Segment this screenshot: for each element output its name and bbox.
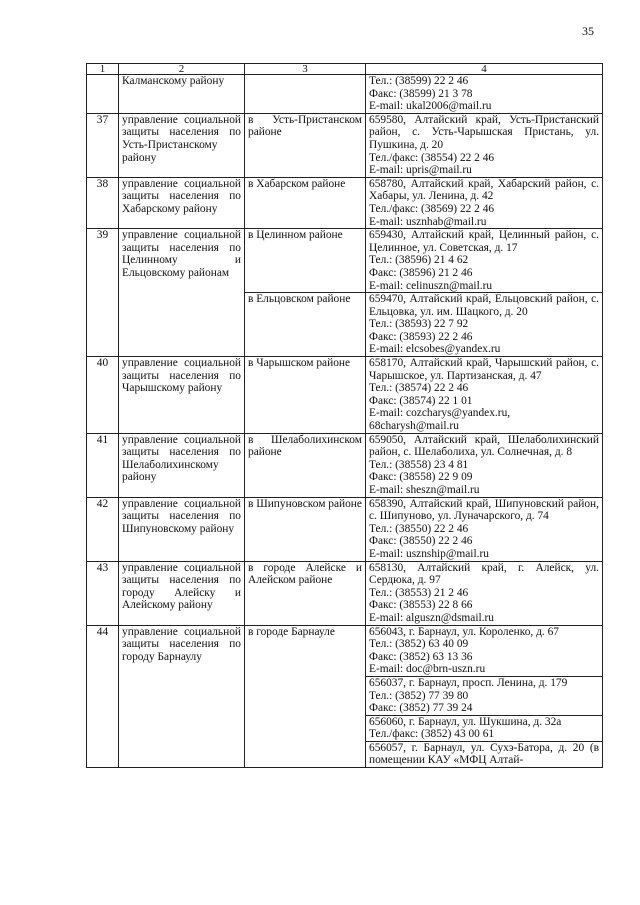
table-row [87, 75, 603, 114]
service-area-cell [245, 75, 366, 114]
address-text: 658170, Алтайский край, Чарышский район, с. Чарышское, ул. Партизанская, д. 47 [369, 357, 599, 382]
row-number-cell: 41 [87, 433, 119, 497]
contact-cell [366, 497, 603, 561]
address-text: 658390, Алтайский край, Шипуновский район, с. Шипуново, ул. Луначарского, д. 74 [369, 497, 599, 523]
contact-cell [366, 113, 603, 177]
institution-name-cell: управление социальной защиты населения по городу Барнаулу [119, 625, 245, 768]
contact-line: Тел.: (38593) 22 7 92 [369, 318, 469, 331]
contact-line: Тел./факс: (3852) 43 00 61 [369, 728, 495, 741]
contact-line: E-mail: usznship@mail.ru [369, 547, 489, 560]
contact-cell [366, 433, 603, 497]
row-number-cell [87, 75, 119, 114]
table-row [87, 497, 603, 561]
contact-line: Факс: (38550) 22 2 46 [369, 535, 473, 548]
service-area-cell: в Чарышском районе [245, 357, 366, 434]
contact-line: E-mail: ukal2006@mail.ru [369, 100, 492, 113]
service-area-cell: в Усть-Пристанском районе [245, 113, 366, 177]
institution-name-cell: управление социальной защиты населения по Шипуновскому району [119, 497, 245, 561]
contact-line: E-mail: cozcharys@yandex.ru, [369, 407, 511, 420]
contact-cell [366, 229, 603, 293]
contact-cell [366, 741, 603, 767]
column-number: 2 [119, 64, 245, 75]
address-text: 656043, г. Барнаул, ул. Короленко, д. 67 [369, 625, 559, 638]
address-text: 656057, г. Барнаул, ул. Сухэ-Батора, д. 20 (в помещении КАУ «МФЦ Алтай- [369, 741, 599, 767]
contact-line: Факс: (38574) 22 1 01 [369, 394, 473, 407]
institution-name-cell: управление социальной защиты населения по Чарышскому району [119, 357, 245, 434]
contact-line: E-mail: upris@mail.ru [369, 164, 472, 177]
address-text: 658130, Алтайский край, г. Алейск, ул. Сердюка, д. 97 [369, 561, 599, 587]
row-number-cell: 40 [87, 357, 119, 434]
registry-table [86, 63, 603, 768]
contact-line: Факс: (38558) 22 9 09 [369, 471, 473, 484]
column-number-row [87, 64, 603, 75]
institution-name-cell: управление социальной защиты населения по Целинному и Ельцовскому районам [119, 229, 245, 357]
table-row [87, 357, 603, 434]
table-row [87, 561, 603, 625]
institution-name-cell: управление социальной защиты населения по Шелаболихинскому району [119, 433, 245, 497]
service-area-cell: в городе Алейске и Алейском районе [245, 561, 366, 625]
contact-line: Факс: (38593) 22 2 46 [369, 330, 473, 343]
contact-line: Тел.: (38596) 21 4 62 [369, 254, 469, 267]
contact-line: Факс: (3852) 77 39 24 [369, 702, 473, 715]
contact-cell [366, 561, 603, 625]
contact-line: E-mail: doc@brn-uszn.ru [369, 663, 486, 676]
institution-name-cell: управление социальной защиты населения по Усть-Пристанскому району [119, 113, 245, 177]
table-row [87, 177, 603, 228]
column-number: 1 [87, 64, 119, 75]
contact-line: E-mail: elcsobes@yandex.ru [369, 343, 501, 356]
address-text: 659430, Алтайский край, Целинный район, с. Целинное, ул. Советская, д. 17 [369, 229, 599, 254]
row-number-cell: 38 [87, 177, 119, 228]
contact-line: Факс: (38599) 21 3 78 [369, 87, 473, 100]
address-text: 659580, Алтайский край, Усть-Пристанский район, с. Усть-Чарышская Пристань, ул. Пушкина, д. 20 [369, 113, 599, 151]
service-area-cell: в Целинном районе [245, 229, 366, 293]
column-number: 4 [366, 64, 603, 75]
address-text: 658780, Алтайский край, Хабарский район, с. Хабары, ул. Ленина, д. 42 [369, 177, 599, 203]
service-area-cell: в Хабарском районе [245, 177, 366, 228]
contact-cell [366, 293, 603, 357]
service-area-cell: в Шипуновском районе [245, 497, 366, 561]
contact-cell [366, 357, 603, 434]
table-row [87, 625, 603, 676]
page-number: 35 [582, 24, 594, 38]
contact-cell [366, 715, 603, 741]
contact-cell [366, 177, 603, 228]
contact-line: Тел.: (38558) 23 4 81 [369, 458, 469, 471]
contact-line: Тел.: (38550) 22 2 46 [369, 522, 469, 535]
contact-line: E-mail: usznhab@mail.ru [369, 215, 487, 228]
contact-line: Тел.: (38574) 22 2 46 [369, 382, 469, 395]
contact-line: E-mail: celinuszn@mail.ru [369, 279, 493, 292]
address-text: 659050, Алтайский край, Шелаболихинский район, с. Шелаболиха, ул. Солнечная, д. 8 [369, 433, 599, 459]
service-area-cell: в Шелаболихинском районе [245, 433, 366, 497]
institution-name-cell: управление социальной защиты населения по городу Алейску и Алейскому району [119, 561, 245, 625]
institution-name-cell: Калманскому району [119, 75, 245, 114]
row-number-cell: 44 [87, 625, 119, 768]
column-number: 3 [245, 64, 366, 75]
contact-line: Тел./факс: (38554) 22 2 46 [369, 151, 495, 164]
contact-line: Факс: (38596) 21 2 46 [369, 266, 473, 279]
row-number-cell: 39 [87, 229, 119, 357]
contact-line: Тел.: (3852) 63 40 09 [369, 638, 469, 651]
row-number-cell: 43 [87, 561, 119, 625]
row-number-cell: 37 [87, 113, 119, 177]
contact-line: E-mail: alguszn@dsmail.ru [369, 611, 495, 624]
service-area-cell: в Ельцовском районе [245, 293, 366, 357]
address-text: 656037, г. Барнаул, просп. Ленина, д. 179 [369, 676, 568, 689]
institution-name-cell: управление социальной защиты населения по Хабарскому району [119, 177, 245, 228]
table-row [87, 433, 603, 497]
contact-line: Тел.: (38599) 22 2 46 [369, 75, 469, 87]
contact-line: 68charysh@mail.ru [369, 420, 459, 433]
row-number-cell: 42 [87, 497, 119, 561]
contact-cell [366, 625, 603, 676]
contact-line: Тел.: (38553) 21 2 46 [369, 586, 469, 599]
address-text: 659470, Алтайский край, Ельцовский район, с. Ельцовка, ул. им. Шацкого, д. 20 [369, 293, 599, 318]
table-row [87, 113, 603, 177]
contact-cell [366, 75, 603, 114]
contact-cell [366, 676, 603, 715]
contact-line: Тел./факс: (38569) 22 2 46 [369, 202, 495, 215]
contact-line: Факс: (3852) 63 13 36 [369, 650, 473, 663]
service-area-cell: в городе Барнауле [245, 625, 366, 768]
contact-line: Факс: (38553) 22 8 66 [369, 599, 473, 612]
contact-line: Тел.: (3852) 77 39 80 [369, 689, 469, 702]
address-text: 656060, г. Барнаул, ул. Шукшина, д. 32а [369, 715, 562, 728]
table-row [87, 229, 603, 293]
contact-line: E-mail: sheszn@mail.ru [369, 484, 480, 496]
